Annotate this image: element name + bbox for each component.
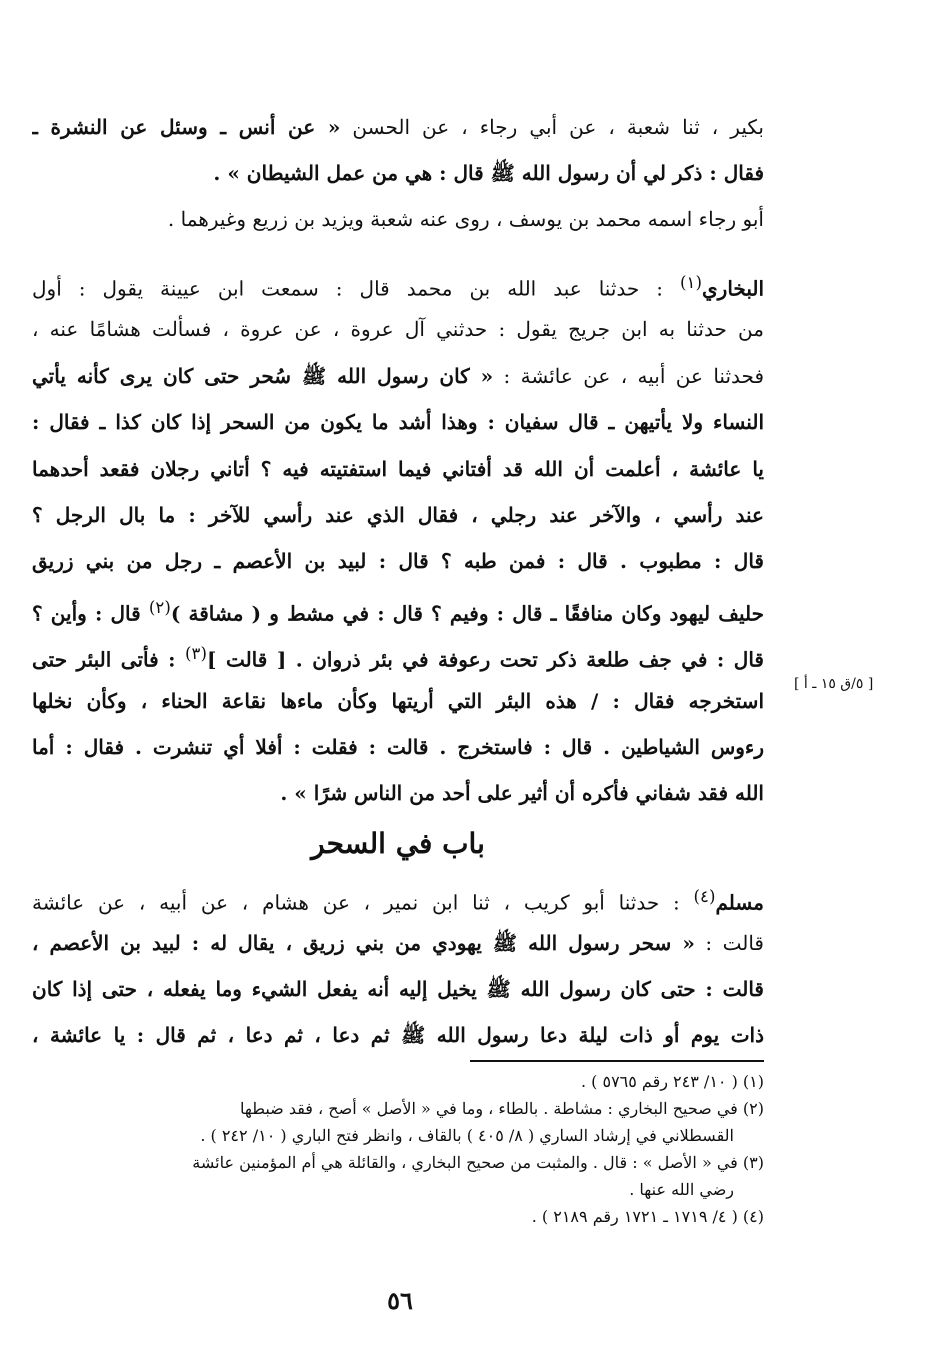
page-number: ٥٦ (387, 1286, 413, 1315)
footnote-ref: (٤) (693, 887, 716, 906)
text-line: البخاري$^{(١)}$ : حدثنا عبد الله بن محمد قال : سمعت ابن عيينة يقول : أول (32, 273, 764, 301)
text-line: فقال : ذكر لي أن رسول الله ﷺ قال : هي من عمل الشيطان » . (213, 161, 764, 185)
footnote: (٣) في « الأصل » : قال . والمثبت من صحيح البخاري ، والقائلة هي أم المؤمنين عائشة (192, 1153, 764, 1172)
footnote: (١) ( ١٠/ ٢٤٣ رقم ٥٧٦٥ ) . (580, 1072, 764, 1091)
footnote-continuation: القسطلاني في إرشاد الساري ( ٨/ ٤٠٥ ) بالقاف ، وانظر فتح الباري ( ١٠/ ٢٤٢ ) . (200, 1126, 734, 1145)
text-line: الله فقد شفاني فأكره أن أثير على أحد من الناس شرًا » . (280, 781, 764, 806)
text-line: مسلم$^{(٤)}$ : حدثنا أبو كريب ، ثنا ابن نمير ، عن هشام ، عن أبيه ، عن عائشة (32, 887, 764, 915)
footnote-ref: (٢) (148, 597, 171, 617)
text-line: أبو رجاء اسمه محمد بن يوسف ، روى عنه شعبة ويزيد بن زريع وغيرهما . (167, 207, 764, 231)
text-line: قال : في جف طلعة ذكر تحت رعوفة في بئر ذروان . [ قالت ]$^{(٣)}$ : فأتى البئر حتى (32, 644, 764, 672)
text-line: ذات يوم أو ذات ليلة دعا رسول الله ﷺ ثم دعا ، ثم دعا ، ثم قال : يا عائشة ، (32, 1023, 764, 1047)
text-line: عند رأسي ، والآخر عند رجلي ، فقال الذي عند رأسي للآخر : ما بال الرجل ؟ (32, 502, 764, 527)
text-line: قالت : « سحر رسول الله ﷺ يهودي من بني زريق ، يقال له : لبيد بن الأعصم ، (32, 931, 764, 955)
paragraph-1 (32, 104, 764, 196)
text-line: قال : مطبوب . قال : فمن طبه ؟ قال : لبيد بن الأعصم ـ رجل من بني زريق (32, 549, 764, 574)
manuscript-folio-note: [ ٥/ق ١٥ ـ أ ] (794, 676, 874, 692)
footnote-ref: (٣) (185, 644, 207, 664)
footnote-separator (470, 1060, 764, 1062)
text-line: استخرجه فقال : / هذه البئر التي أريتها وكأن ماءها نقاعة الحناء ، وكأن نخلها (32, 688, 764, 713)
footnote: (٢) في صحيح البخاري : مشاطة . بالطاء ، وما في « الأصل » أصح ، فقد ضبطها (239, 1099, 764, 1118)
text-line: قالت : حتى كان رسول الله ﷺ يخيل إليه أنه يفعل الشيء وما يفعله ، حتى إذا كان (32, 977, 764, 1001)
paragraph-4 (32, 874, 764, 1058)
text-line: رءوس الشياطين . قال : فاستخرج . قالت : فقلت : أفلا أي تنشرت . فقال : أما (32, 734, 764, 759)
paragraph-3 (32, 260, 764, 817)
text-line: النساء ولا يأتيهن ـ قال سفيان : وهذا أشد ما يكون من السحر إذا كان كذا ـ فقال : (32, 410, 764, 435)
section-heading: باب في السحر (311, 827, 485, 860)
footnotes (32, 1068, 764, 1230)
text-line: فحدثنا عن أبيه ، عن عائشة : « كان رسول الله ﷺ سُحر حتى كان يرى كأنه يأتي (32, 363, 764, 388)
footnote: (٤) ( ٤/ ١٧١٩ ـ ١٧٢١ رقم ٢١٨٩ ) . (531, 1207, 764, 1226)
text-line: من حدثنا به ابن جريج يقول : حدثني آل عروة ، عن عروة ، فسألت هشامًا عنه ، (32, 317, 764, 342)
text-line: حليف ليهود وكان منافقًا ـ قال : وفيم ؟ قال : في مشط و ( مشاقة )$^{(٢)}$ قال : وأين ؟ (32, 597, 764, 626)
text-line: بكير ، ثنا شعبة ، عن أبي رجاء ، عن الحسن « عن أنس ـ وسئل عن النشرة ـ (32, 115, 764, 139)
footnote-continuation: رضي الله عنها . (629, 1180, 734, 1199)
paragraph-2 (32, 196, 764, 242)
text-line: يا عائشة ، أعلمت أن الله قد أفتاني فيما استفتيته فيه ؟ أتاني رجلان فقعد أحدهما (32, 456, 764, 481)
